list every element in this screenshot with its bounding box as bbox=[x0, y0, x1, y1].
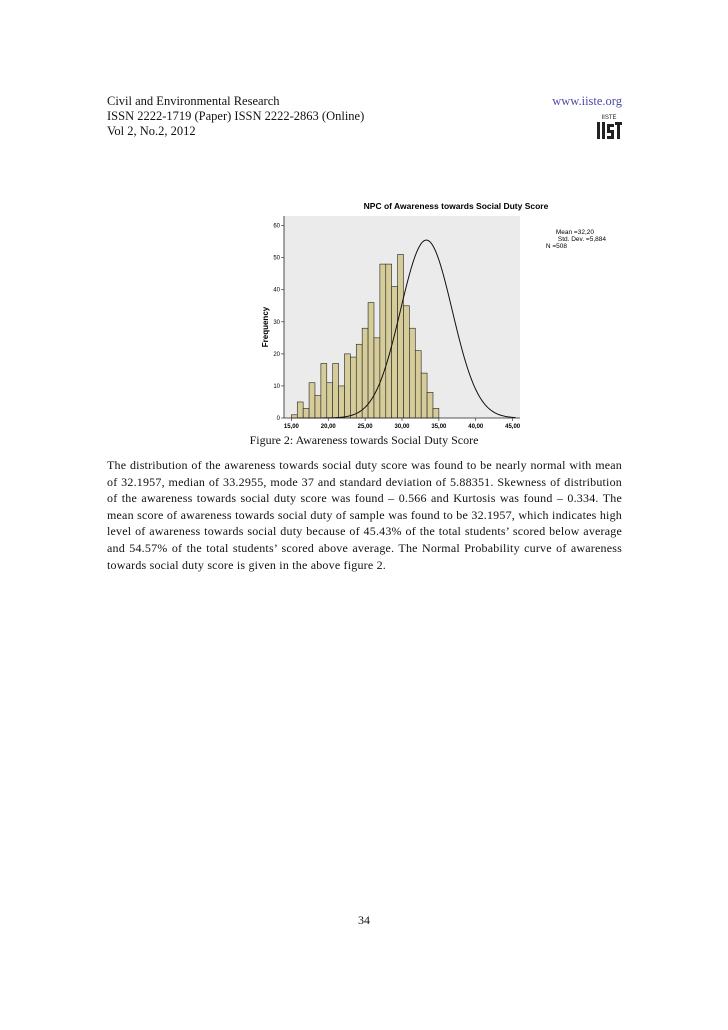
histogram-bar bbox=[421, 373, 427, 418]
stat-mean: Mean =32,20 bbox=[555, 229, 594, 236]
histogram-bar bbox=[333, 363, 339, 418]
histogram-bar bbox=[321, 363, 327, 418]
histogram-bar bbox=[427, 392, 433, 418]
histogram-bar bbox=[415, 351, 421, 418]
histogram-bar bbox=[315, 396, 321, 418]
y-axis-label: Frequency bbox=[261, 306, 270, 348]
histogram-chart bbox=[258, 196, 618, 436]
histogram-bar bbox=[356, 344, 362, 418]
histogram-bar bbox=[392, 287, 398, 418]
histogram-bar bbox=[403, 306, 409, 418]
chart-title: NPC of Awareness towards Social Duty Score bbox=[363, 201, 549, 211]
body-paragraph: The distribution of the awareness towards social duty score was found to be nearly normal with mean of 32.1957, median of 33.2955, mode 37 and standard deviation of 5.88351. Skewness of distribution of the awareness towards social duty score was found – 0.566 and Kurtosis was found – 0.334. The mean score of awareness towards social duty of sample was found to be 32.1957, which indicates high level of awareness towards social duty because of 45.43% of the total students’ scored below average and 54.57% of the total students’ scored above average. The Normal Probability curve of awareness towards social duty score is given in the above figure 2. bbox=[107, 458, 622, 572]
x-tick-label: 45,00 bbox=[505, 424, 521, 430]
histogram-bar bbox=[297, 402, 303, 418]
iiste-logo bbox=[594, 111, 624, 141]
x-tick-label: 35,00 bbox=[431, 424, 447, 430]
histogram-bar bbox=[398, 254, 404, 418]
svg-text:IISTE: IISTE bbox=[601, 115, 617, 121]
x-tick-label: 25,00 bbox=[357, 424, 373, 430]
y-tick-label: 30 bbox=[273, 319, 280, 326]
histogram-bar bbox=[380, 264, 386, 418]
x-tick-label: 20,00 bbox=[320, 424, 336, 430]
issn-line: ISSN 2222-1719 (Paper) ISSN 2222-2863 (Online) bbox=[107, 109, 365, 123]
histogram-bar bbox=[327, 383, 333, 418]
y-tick-label: 50 bbox=[273, 255, 280, 262]
y-tick-label: 40 bbox=[273, 287, 280, 294]
x-tick-label: 30,00 bbox=[394, 424, 410, 430]
y-tick-label: 60 bbox=[273, 223, 280, 230]
histogram-bar bbox=[386, 264, 392, 418]
stat-std-dev: Std. Dev. =5,884 bbox=[557, 236, 606, 243]
y-tick-label: 20 bbox=[273, 351, 280, 358]
histogram-bar bbox=[409, 328, 415, 418]
x-tick-label: 40,00 bbox=[468, 424, 484, 430]
journal-title: Civil and Environmental Research bbox=[107, 94, 280, 108]
histogram-figure bbox=[258, 196, 618, 436]
volume-line: Vol 2, No.2, 2012 bbox=[107, 124, 196, 138]
histogram-bar bbox=[344, 354, 350, 418]
journal-url-link[interactable]: www.iiste.org bbox=[552, 94, 622, 108]
y-tick-label: 0 bbox=[276, 416, 280, 422]
histogram-bar bbox=[291, 415, 297, 418]
histogram-bar bbox=[303, 408, 309, 418]
x-tick-label: 15,00 bbox=[283, 424, 299, 430]
page-number: 34 bbox=[358, 913, 370, 927]
stat-n: N =508 bbox=[545, 243, 567, 250]
histogram-bar bbox=[374, 338, 380, 418]
figure-caption: Figure 2: Awareness towards Social Duty Score bbox=[249, 433, 479, 447]
y-tick-label: 10 bbox=[273, 383, 280, 390]
histogram-bar bbox=[339, 386, 345, 418]
histogram-bar bbox=[309, 383, 315, 418]
histogram-bar bbox=[433, 408, 439, 418]
histogram-bar bbox=[350, 357, 356, 418]
